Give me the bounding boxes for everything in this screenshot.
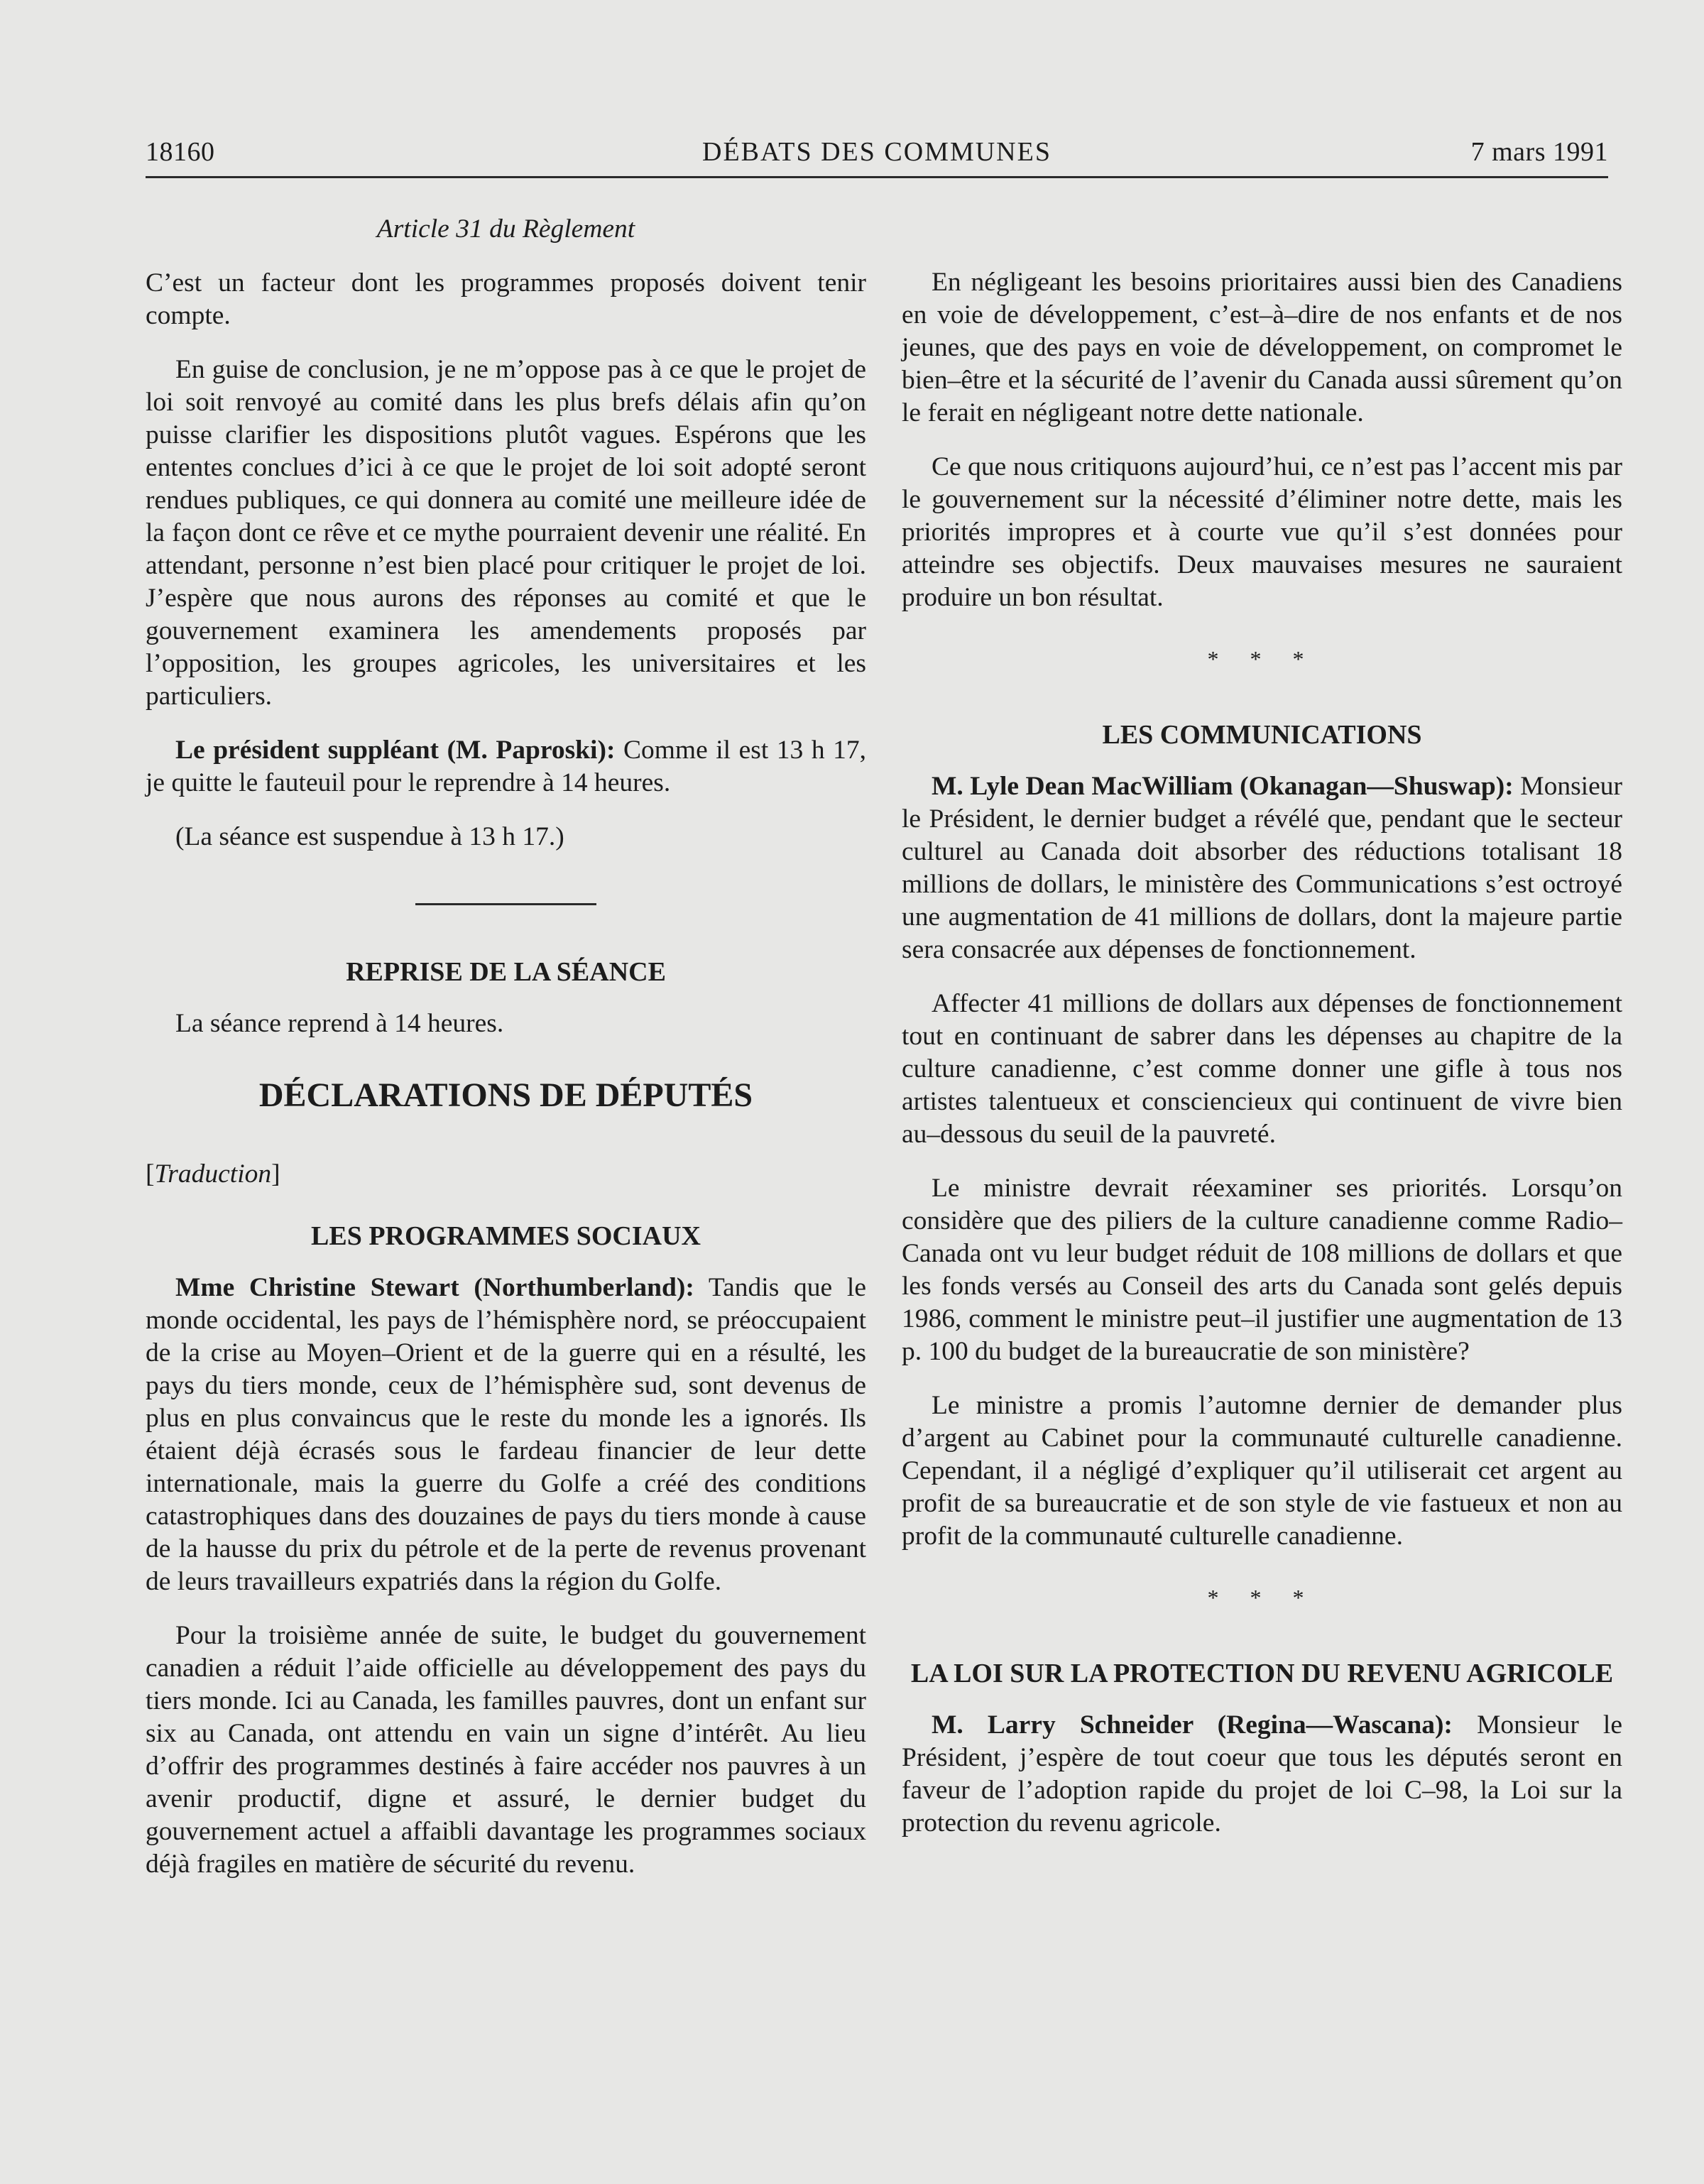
publication-title: DÉBATS DES COMMUNES bbox=[702, 137, 1052, 167]
speech-text: Monsieur le Président, le dernier budget a révélé que, pendant que le secteur culturel au Canada doit absorber des réductions totalisant 18 millions de dollars, le ministère des Communications s’est octroyé une augmentation de 41 millions de dollars, dont la majeure partie sera consacrée aux dépenses de fonctionnement. bbox=[902, 772, 1622, 964]
speech-text: Comme il est 13 h 17, je quitte le fauteuil pour le reprendre à 14 heures. bbox=[146, 736, 866, 797]
section-separator: * * * bbox=[1207, 646, 1317, 672]
major-heading: DÉCLARATIONS DE DÉPUTÉS bbox=[258, 1076, 753, 1114]
paragraph: Ce que nous critiquons aujourd’hui, ce n’est pas l’accent mis par le gouvernement sur la nécessité d’éliminer notre dette, mais les priorités impropres et à courte vue qu’il s’est données pour atteindre ses objectifs. Deux mauvaises mesures ne sauraient produire un bon résultat. bbox=[902, 452, 1622, 612]
speaker-name: Mme Christine Stewart (Northumberland): bbox=[175, 1273, 694, 1302]
paragraph bbox=[146, 734, 866, 799]
rubric: Article 31 du Règlement bbox=[376, 214, 635, 244]
speaker-name: M. Lyle Dean MacWilliam (Okanagan—Shuswap): bbox=[932, 772, 1514, 801]
speech-text: Monsieur le Président, j’espère de tout coeur que tous les députés seront en faveur de l’adoption rapide du projet de loi C–98, la Loi sur la protection du revenu agricole. bbox=[902, 1710, 1622, 1838]
section-heading: REPRISE DE LA SÉANCE bbox=[346, 957, 666, 987]
left-column bbox=[146, 213, 866, 1902]
speaker-name: M. Larry Schneider (Regina—Wascana): bbox=[932, 1710, 1453, 1740]
paragraph bbox=[902, 770, 1622, 966]
paragraph: Le ministre devrait réexaminer ses priorités. Lorsqu’on considère que des piliers de la culture canadienne comme Radio–Canada ont vu leur budget réduit de 108 millions de dollars et que les fonds versés au Conseil des arts du Canada sont gelés depuis 1986, comment le ministre peut–il justifier une augmentation de 13 p. 100 du budget de la bureaucratie de son ministère? bbox=[902, 1174, 1622, 1366]
paragraph: Pour la troisième année de suite, le budget du gouvernement canadien a réduit l’aide officielle au développement des pays du tiers monde. Ici au Canada, les familles pauvres, dont un enfant sur six au Canada, ont attendu en vain un signe d’intérêt. Au lieu d’offrir des programmes destinés à faire accéder nos pauvres à un avenir productif, digne et assuré, le dernier budget du gouvernement actuel a affaibli davantage les programmes sociaux déjà fragiles en matière de sécurité du revenu. bbox=[146, 1621, 866, 1879]
header-rule bbox=[146, 176, 1608, 178]
section-heading: LES PROGRAMMES SOCIAUX bbox=[311, 1221, 701, 1251]
page-number: 18160 bbox=[146, 137, 215, 167]
speech-text: Tandis que le monde occidental, les pays de l’hémisphère nord, se préoccupaient de la crise au Moyen–Orient et de la guerre qui en a résulté, les pays du tiers monde, ceux de l’hémisphère sud, sont devenus de plus en plus convaincus que le reste du monde les a ignorés. Ils étaient déjà écrasés sous le fardeau financier de leur dette internationale, mais la guerre du Golfe a créé des conditions catastrophiques dans des douzaines de pays du tiers monde à cause de la hausse du prix du pétrole et de la perte de revenus provenant de leurs travailleurs expatriés dans la région du Golfe. bbox=[146, 1273, 866, 1596]
paragraph bbox=[902, 1709, 1622, 1840]
paragraph: Affecter 41 millions de dollars aux dépenses de fonctionnement tout en continuant de sabrer dans les dépenses au chapitre de la culture canadienne, c’est comme donner une gifle à tous nos artistes talentueux et consciencieux qui continuent de vivre bien au–dessous du seuil de la pauvreté. bbox=[902, 989, 1622, 1149]
speaker-name: Le président suppléant (M. Paproski): bbox=[175, 736, 616, 765]
translation-note: [Traduction] bbox=[146, 1159, 280, 1189]
paragraph: Le ministre a promis l’automne dernier de demander plus d’argent au Cabinet pour la communauté culturelle canadienne. Cependant, il a négligé d’expliquer qu’il utiliserait cet argent au profit de sa bureaucratie et de son style de vie fastueux et non au profit de la communauté culturelle canadienne. bbox=[902, 1391, 1622, 1551]
section-heading: LA LOI SUR LA PROTECTION DU REVENU AGRICOLE bbox=[910, 1659, 1614, 1688]
paragraph: C’est un facteur dont les programmes proposés doivent tenir compte. bbox=[146, 268, 866, 330]
publication-date: 7 mars 1991 bbox=[1470, 137, 1608, 167]
right-column bbox=[902, 266, 1622, 1861]
paragraph: (La séance est suspendue à 13 h 17.) bbox=[175, 822, 564, 851]
paragraph: La séance reprend à 14 heures. bbox=[175, 1009, 504, 1038]
paragraph: En négligeant les besoins prioritaires aussi bien des Canadiens en voie de développement, c’est–à–dire de nos enfants et de nos jeunes, que des pays en voie de développement, on compromet le bien–être et la sécurité de l’avenir du Canada aussi sûrement qu’on le ferait en négligeant notre dette nationale. bbox=[902, 268, 1622, 427]
section-separator: * * * bbox=[1207, 1585, 1317, 1610]
section-divider bbox=[415, 903, 596, 905]
page-header bbox=[146, 136, 1608, 179]
paragraph: En guise de conclusion, je ne m’oppose pas à ce que le projet de loi soit renvoyé au comité dans les plus brefs délais afin qu’on puisse clarifier les dispositions plutôt vagues. Espérons que les ententes conclues d’ici à ce que le projet de loi soit adopté seront rendues publiques, ce qui donnera au comité une meilleure idée de la façon dont ce rêve et ce mythe pourraient devenir une réalité. En attendant, personne n’est bien placé pour critiquer le projet de loi. J’espère que nous aurons des réponses au comité et que le gouvernement examinera les amendements proposés par l’opposition, les groupes agricoles, les universitaires et les particuliers. bbox=[146, 355, 866, 711]
section-heading: LES COMMUNICATIONS bbox=[1102, 720, 1422, 750]
paragraph bbox=[146, 1272, 866, 1598]
